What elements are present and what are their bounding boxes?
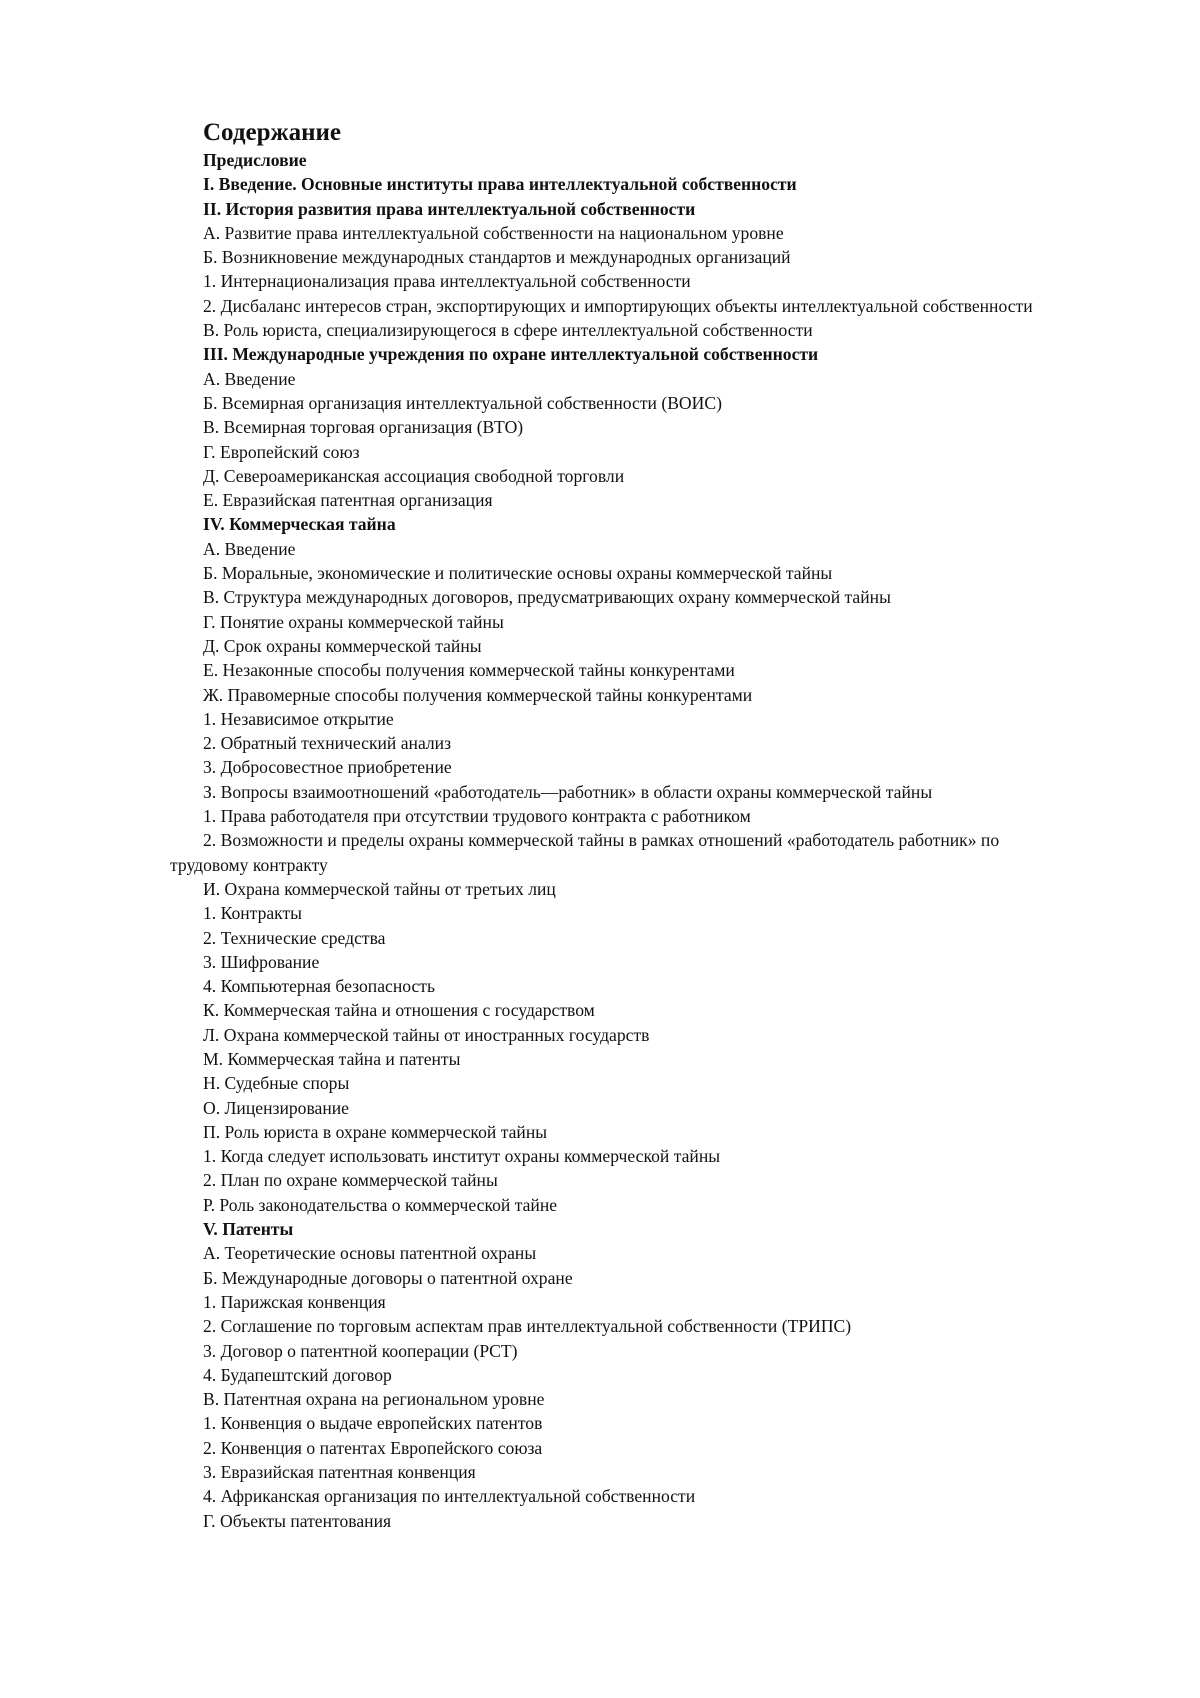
toc-entry: В. Всемирная торговая организация (ВТО) — [203, 417, 524, 438]
toc-entry: Н. Судебные споры — [203, 1073, 350, 1094]
toc-entry: Ж. Правомерные способы получения коммерческой тайны конкурентами — [203, 684, 753, 705]
toc-entry: 2. Конвенция о патентах Европейского союза — [203, 1437, 543, 1458]
toc-section-heading: III. Международные учреждения по охране интеллектуальной собственности — [203, 344, 819, 365]
toc-entry: Б. Возникновение международных стандартов и международных организаций — [203, 247, 791, 268]
toc-section-heading: Предисловие — [203, 150, 307, 170]
toc-entry: П. Роль юриста в охране коммерческой тайны — [203, 1121, 548, 1142]
toc-section-heading: IV. Коммерческая тайна — [203, 514, 396, 535]
toc-entry: 3. Добросовестное приобретение — [203, 757, 452, 778]
toc-entry: Б. Моральные, экономические и политические основы охраны коммерческой тайны — [203, 563, 833, 584]
toc-title: Содержание — [203, 119, 342, 146]
toc-entry: Е. Евразийская патентная организация — [203, 490, 493, 511]
toc-entry: 3. Евразийская патентная конвенция — [203, 1462, 476, 1483]
toc-entry: 2. План по охране коммерческой тайны — [203, 1170, 498, 1191]
toc-entry: 1. Парижская конвенция — [203, 1291, 386, 1312]
toc-entry: 4. Будапештский договор — [203, 1364, 392, 1385]
toc-entry: Г. Объекты патентования — [203, 1510, 392, 1531]
toc-entry: 4. Африканская организация по интеллектуальной собственности — [203, 1486, 696, 1507]
toc-entry: 1. Независимое открытие — [203, 708, 394, 729]
table-of-contents — [0, 118, 1200, 1533]
toc-entry: А. Теоретические основы патентной охраны — [203, 1243, 537, 1264]
toc-entry: К. Коммерческая тайна и отношения с государством — [203, 1000, 595, 1021]
toc-entry: 4. Компьютерная безопасность — [203, 976, 436, 997]
toc-entry: Л. Охрана коммерческой тайны от иностранных государств — [203, 1024, 650, 1045]
toc-entry: В. Патентная охрана на региональном уровне — [203, 1389, 545, 1410]
toc-entry: 1. Когда следует использовать институт охраны коммерческой тайны — [203, 1146, 721, 1167]
toc-entry: З. Вопросы взаимоотношений «работодатель—работник» в области охраны коммерческой тайны — [203, 781, 933, 802]
toc-entries — [0, 148, 1200, 1533]
toc-entry: И. Охрана коммерческой тайны от третьих лиц — [203, 878, 556, 899]
toc-entry: Б. Всемирная организация интеллектуальной собственности (ВОИС) — [203, 392, 722, 413]
toc-entry: 2. Дисбаланс интересов стран, экспортирующих и импортирующих объекты интеллектуальной собственности — [203, 295, 1033, 316]
toc-entry: 1. Права работодателя при отсутствии трудового контракта с работником — [203, 806, 751, 827]
toc-entry: Б. Международные договоры о патентной охране — [203, 1267, 573, 1288]
toc-entry: Д. Североамериканская ассоциация свободной торговли — [203, 465, 625, 486]
toc-entry: А. Введение — [203, 538, 296, 559]
toc-entry: 3. Договор о патентной кооперации (PCT) — [203, 1340, 518, 1361]
toc-entry: В. Структура международных договоров, предусматривающих охрану коммерческой тайны — [203, 587, 891, 608]
toc-entry: М. Коммерческая тайна и патенты — [203, 1048, 461, 1069]
toc-entry: 2. Технические средства — [203, 927, 386, 948]
toc-entry: 2. Возможности и пределы охраны коммерческой тайны в рамках отношений «работодатель работник» по трудовому контракту — [170, 830, 1000, 875]
toc-entry: 3. Шифрование — [203, 951, 320, 972]
toc-section-heading: I. Введение. Основные институты права интеллектуальной собственности — [203, 174, 797, 195]
toc-entry: 1. Интернационализация права интеллектуальной собственности — [203, 271, 691, 292]
toc-entry: 2. Соглашение по торговым аспектам прав интеллектуальной собственности (ТРИПС) — [203, 1316, 852, 1337]
toc-entry: Г. Понятие охраны коммерческой тайны — [203, 611, 504, 632]
toc-entry: Р. Роль законодательства о коммерческой тайне — [203, 1194, 558, 1215]
toc-entry: Д. Срок охраны коммерческой тайны — [203, 635, 482, 656]
toc-entry: О. Лицензирование — [203, 1097, 349, 1118]
toc-entry: А. Введение — [203, 368, 296, 389]
toc-section-heading: II. История развития права интеллектуальной собственности — [203, 198, 696, 219]
toc-entry: А. Развитие права интеллектуальной собственности на национальном уровне — [203, 222, 784, 243]
toc-entry: Е. Незаконные способы получения коммерческой тайны конкурентами — [203, 660, 735, 681]
toc-entry: 1. Контракты — [203, 903, 302, 924]
toc-entry: 1. Конвенция о выдаче европейских патентов — [203, 1413, 543, 1434]
toc-entry: Г. Европейский союз — [203, 441, 360, 462]
toc-section-heading: V. Патенты — [203, 1219, 294, 1240]
toc-entry: 2. Обратный технический анализ — [203, 733, 452, 754]
toc-entry: В. Роль юриста, специализирующегося в сфере интеллектуальной собственности — [203, 320, 813, 341]
